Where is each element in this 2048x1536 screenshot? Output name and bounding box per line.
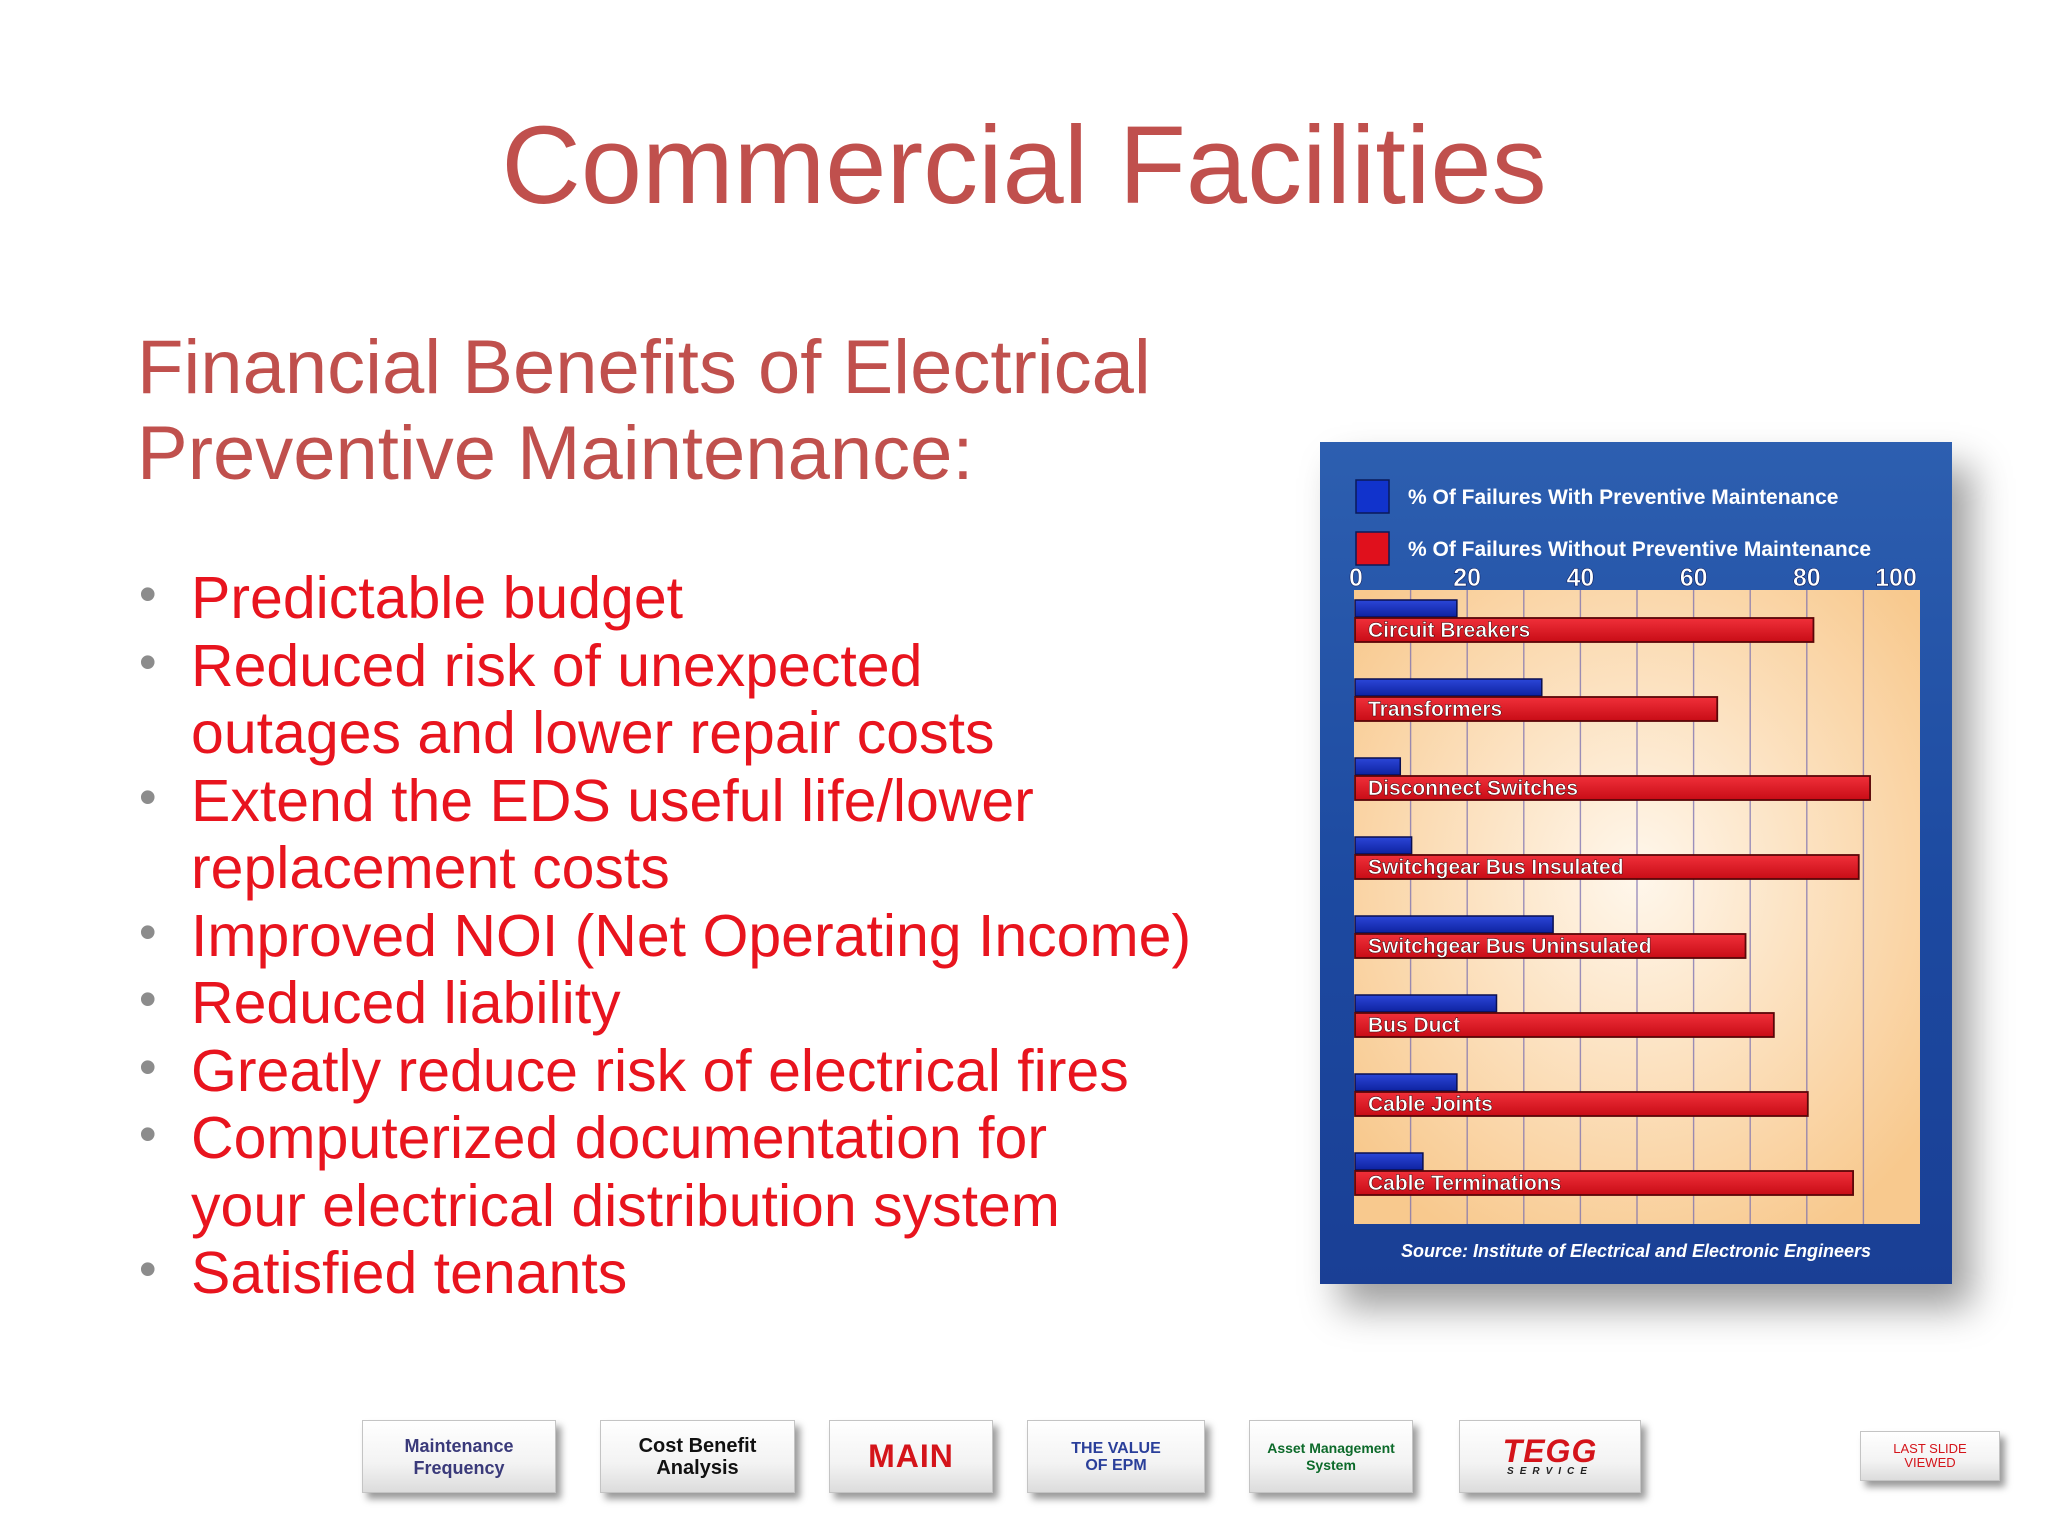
category-label: Disconnect Switches: [1368, 777, 1579, 800]
category-label: Switchgear Bus Insulated: [1368, 856, 1624, 879]
x-tick-label: 80: [1792, 564, 1821, 592]
slide-title: Commercial Facilities: [501, 104, 1547, 227]
legend-label: % Of Failures With Preventive Maintenance: [1408, 486, 1839, 509]
bar-with-pm: [1355, 600, 1457, 617]
label-line: Frequency: [413, 1457, 505, 1478]
main-label: MAIN: [868, 1438, 954, 1474]
cost-benefit-analysis-button[interactable]: [600, 1420, 795, 1493]
chart-source: Source: Institute of Electrical and Electronic Engineers: [1400, 1241, 1872, 1261]
label-line: Analysis: [656, 1456, 739, 1479]
legend-swatch: [1356, 532, 1389, 565]
value-of-epm-button[interactable]: [1027, 1420, 1205, 1493]
bullet-item: [137, 903, 1287, 971]
label-line: Maintenance: [404, 1435, 514, 1456]
label-line: LAST SLIDE: [1893, 1441, 1967, 1456]
bullet-text: your electrical distribution system: [191, 1172, 1060, 1239]
x-tick-label: 40: [1566, 564, 1595, 592]
bar-with-pm: [1355, 916, 1553, 933]
label-line: Asset Management: [1267, 1439, 1395, 1456]
bar-with-pm: [1355, 679, 1542, 696]
last-slide-viewed-button[interactable]: [1860, 1431, 2000, 1481]
failure-chart-svg: [1320, 442, 1952, 1284]
x-tick-label: 60: [1679, 564, 1708, 592]
bullet-item: [137, 633, 1287, 768]
tegg-service-button[interactable]: [1459, 1420, 1641, 1493]
bullet-item: [137, 565, 1287, 633]
failure-chart: [1320, 442, 1952, 1284]
category-label: Cable Terminations: [1368, 1172, 1562, 1195]
category-label: Circuit Breakers: [1368, 619, 1531, 642]
legend-label: % Of Failures Without Preventive Maintenance: [1408, 538, 1872, 561]
bar-with-pm: [1355, 1074, 1457, 1091]
asset-management-system-label: [1256, 1440, 1406, 1474]
bullet-text: • Reduced risk of unexpected: [191, 632, 923, 699]
label-line: System: [1306, 1456, 1356, 1473]
x-tick-label: 0: [1349, 564, 1363, 592]
maintenance-frequency-button[interactable]: [362, 1420, 556, 1493]
x-tick-label: 100: [1875, 564, 1917, 592]
subheading-line: Financial Benefits of Electrical: [137, 325, 1151, 410]
bullet-text: • Reduced liability: [191, 970, 621, 1036]
subheading-line: Preventive Maintenance:: [137, 411, 974, 496]
label-line: VIEWED: [1904, 1455, 1956, 1470]
maintenance-frequency-label: [394, 1435, 524, 1479]
label-line: OF EPM: [1085, 1456, 1147, 1474]
last-slide-viewed-label: [1880, 1442, 1980, 1470]
tegg-logo-subtext: SERVICE: [1507, 1465, 1593, 1477]
benefits-list: [137, 565, 1287, 1308]
bar-with-pm: [1355, 758, 1400, 775]
label-line: Cost Benefit: [638, 1434, 757, 1457]
bullet-text: • Improved NOI (Net Operating Income): [191, 902, 1192, 969]
tegg-logo-text: TEGG: [1502, 1432, 1598, 1469]
subheading: [137, 325, 1287, 497]
bullet-text: • Computerized documentation for: [191, 1105, 1047, 1171]
bar-with-pm: [1355, 1153, 1423, 1170]
bullet-item: [137, 970, 1287, 1038]
bullet-item: [137, 1105, 1287, 1240]
cost-benefit-analysis-label: [633, 1435, 763, 1479]
value-of-epm-label: [1061, 1440, 1171, 1474]
bullet-text: • Greatly reduce risk of electrical fires: [191, 1037, 1129, 1104]
category-label: Bus Duct: [1368, 1014, 1461, 1037]
legend-swatch: [1356, 480, 1389, 513]
category-label: Switchgear Bus Uninsulated: [1368, 935, 1652, 958]
bar-with-pm: [1355, 995, 1497, 1012]
category-label: Transformers: [1368, 698, 1503, 721]
bullet-text: • Predictable budget: [191, 565, 684, 631]
asset-management-system-button[interactable]: [1249, 1420, 1413, 1493]
main-button[interactable]: [829, 1420, 993, 1493]
x-tick-label: 20: [1453, 564, 1482, 592]
bullet-text: • Extend the EDS useful life/lower: [191, 767, 1034, 834]
bullet-item: [137, 1038, 1287, 1106]
category-label: Cable Joints: [1368, 1093, 1493, 1116]
bar-with-pm: [1355, 837, 1412, 854]
bullet-item: [137, 768, 1287, 903]
bullet-text: outages and lower repair costs: [191, 700, 995, 766]
bullet-text: replacement costs: [191, 835, 670, 901]
label-line: THE VALUE: [1071, 1439, 1161, 1457]
bullet-item: [137, 1240, 1287, 1308]
bullet-text: • Satisfied tenants: [191, 1240, 628, 1306]
